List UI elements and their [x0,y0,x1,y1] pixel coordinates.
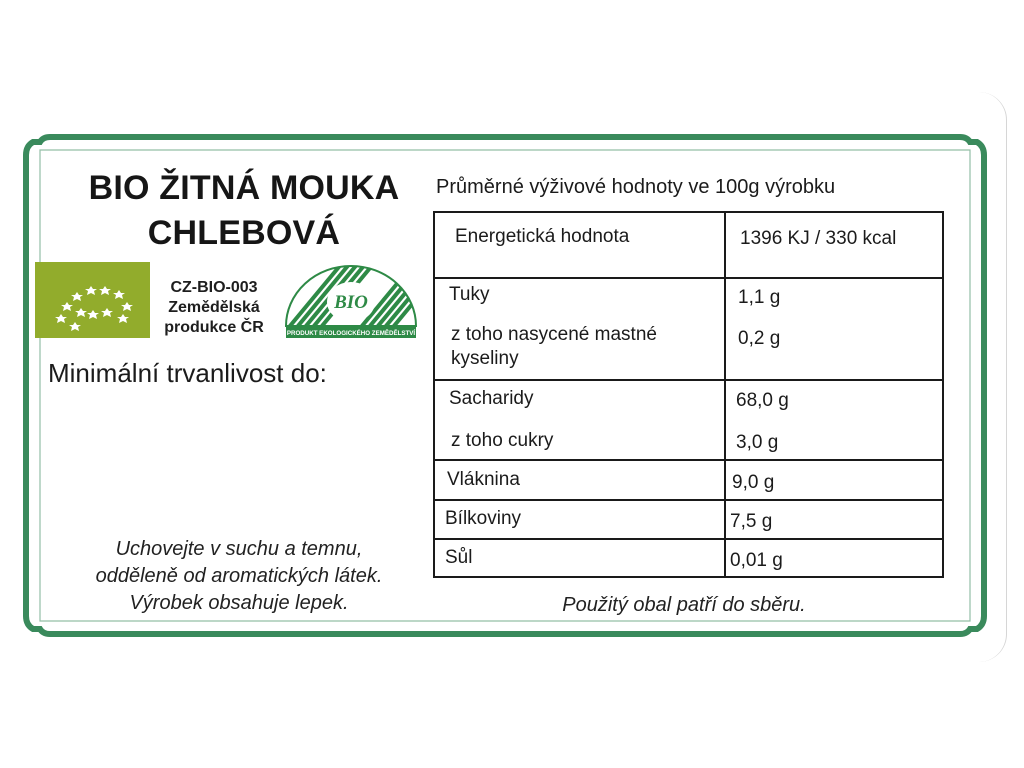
storage-instructions [35,536,443,617]
table-row-divider [435,459,942,461]
table-row-divider [435,538,942,540]
storage-line2: odděleně od aromatických látek. [95,565,383,587]
table-row-divider [435,379,942,381]
nutrition-heading: Průměrné výživové hodnoty ve 100g výrobku [436,176,836,198]
table-column-divider [724,213,726,576]
nutrient-label-protein: Bílkoviny [445,508,522,529]
certification-text [152,278,276,338]
nutrient-label-saturated-fat: z toho nasycené mastné kyseliny [451,324,657,369]
nutrient-value-sugars: 3,0 g [736,432,779,453]
nutrient-label-energy: Energetická hodnota [455,226,630,247]
certification-code: CZ-BIO-003 [170,279,258,296]
nutrient-value-salt: 0,01 g [730,550,783,571]
table-row-divider [435,277,942,279]
certification-line2: Zemědělská [168,299,260,316]
certification-line3: produkce ČR [164,319,264,336]
recycling-note: Použitý obal patří do sběru. [562,594,806,616]
nutrient-value-energy: 1396 KJ / 330 kcal [740,228,897,249]
nutrient-label-carbohydrates: Sacharidy [449,388,534,409]
product-title-line1: BIO ŽITNÁ MOUKA [88,169,400,207]
bio-logo-caption: PRODUKT EKOLOGICKÉHO ZEMĚDĚLSTVÍ [286,330,416,337]
storage-line3: Výrobek obsahuje lepek. [129,592,349,614]
nutrient-value-saturated-fat: 0,2 g [738,328,781,349]
product-title [40,166,448,256]
nutrient-value-protein: 7,5 g [730,511,773,532]
nutrient-value-fibre: 9,0 g [732,472,775,493]
nutrient-label-salt: Sůl [445,547,473,568]
nutrient-label-sugars: z toho cukry [451,430,554,451]
nutrition-table [433,211,944,578]
nutrient-value-carbohydrates: 68,0 g [736,390,789,411]
nutrient-label-fibre: Vláknina [447,469,520,490]
table-row-divider [435,499,942,501]
nutrient-value-fat: 1,1 g [738,287,781,308]
storage-line1: Uchovejte v suchu a temnu, [115,538,363,560]
eu-organic-leaf-icon [35,262,150,338]
best-before-label: Minimální trvanlivost do: [48,358,327,388]
product-title-line2: CHLEBOVÁ [147,214,341,252]
bio-product-logo-icon [283,262,419,338]
bio-logo-text: BIO [334,292,368,313]
nutrient-label-fat: Tuky [449,284,490,305]
